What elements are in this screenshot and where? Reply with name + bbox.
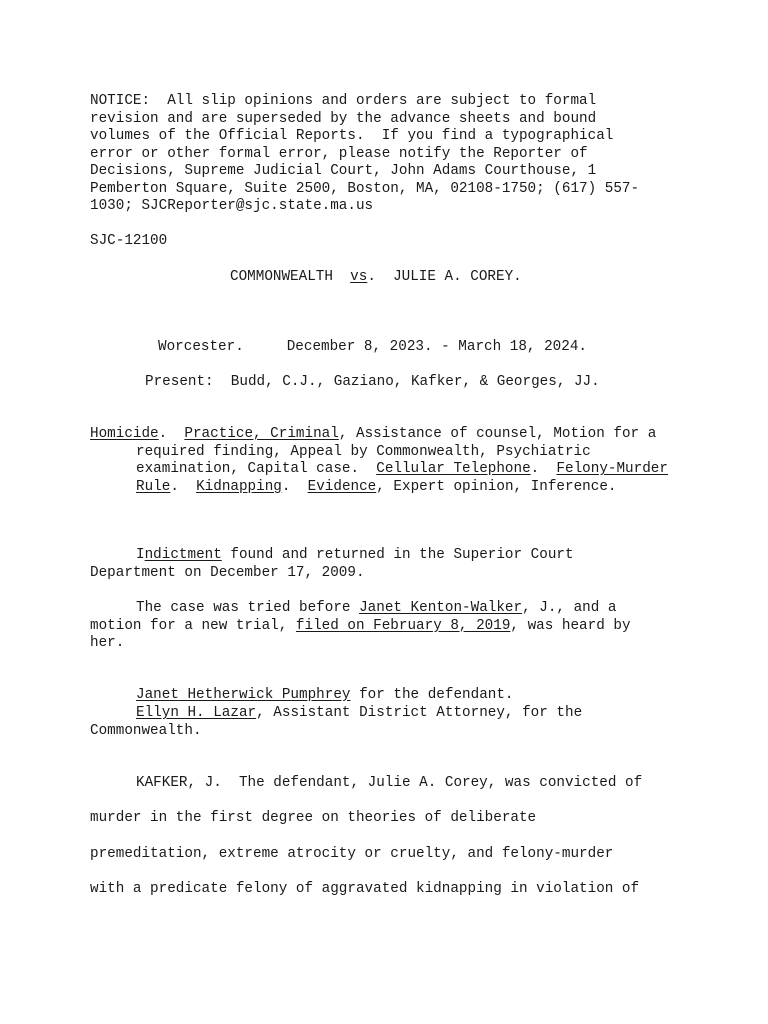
headnote-separator: . <box>170 478 197 495</box>
headnote-kidnapping: Kidnapping <box>196 478 282 495</box>
procedural-line-1 <box>136 547 574 565</box>
notice-line-4: error or other formal error, please notify the Reporter of <box>90 145 588 162</box>
procedural-line-5: her. <box>90 635 125 651</box>
counsel-commonwealth <box>136 705 582 723</box>
procedural-motion-rest: , was heard by <box>510 617 631 634</box>
notice-line-3: volumes of the Official Reports. If you find a typographical <box>90 128 614 144</box>
trial-judge-name: Janet Kenton-Walker <box>359 600 523 616</box>
headnote-practice-criminal: Practice, Criminal <box>184 426 339 442</box>
opinion-line-1: KAFKER, J. The defendant, Julie A. Corey, was convicted of <box>136 775 643 791</box>
notice-line-2: revision and are superseded by the advance sheets and bound <box>90 110 597 127</box>
defense-counsel-role: for the defendant. <box>350 687 514 703</box>
headnote-felony-murder: Felony-Murder <box>556 461 668 477</box>
notice-line-7: 1030; SJCReporter@sjc.state.ma.us <box>90 198 374 214</box>
prosecutor-role: , Assistant District Attorney, for the <box>256 705 583 721</box>
notice-line-1: NOTICE: All slip opinions and orders are subject to formal <box>90 93 597 109</box>
docket-number: SJC-12100 <box>90 233 168 249</box>
opinion-line-2: murder in the first degree on theories of deliberate <box>90 810 537 826</box>
headnote-line-1-rest: , Assistance of counsel, Motion for a <box>338 426 657 442</box>
headnote-line-1: Homicide. Practice, Criminal, Assistance of counsel, Motion for a <box>90 426 657 442</box>
procedural-tried-rest: , J., and a <box>522 600 617 616</box>
caption-vs: vs <box>350 269 368 285</box>
case-caption: COMMONWEALTH vs. JULIE A. COREY. <box>230 269 522 285</box>
venue-line <box>158 339 587 357</box>
headnote-cellular-telephone: Cellular Telephone <box>376 461 531 477</box>
notice-line-6: Pemberton Square, Suite 2500, Boston, MA, 02108-1750; (617) 557- <box>90 180 640 197</box>
counsel-commonwealth-line-2: Commonwealth. <box>90 722 202 739</box>
opinion-line-3: premeditation, extreme atrocity or cruelty, and felony-murder <box>90 845 614 862</box>
headnote-line-2: required finding, Appeal by Commonwealth, Psychiatric <box>136 443 591 460</box>
caption-party2: JULIE A. COREY. <box>393 269 522 285</box>
present-justices: Present: Budd, C.J., Gaziano, Kafker, & Georges, JJ. <box>145 374 600 390</box>
headnote-line-4-rest: , Expert opinion, Inference. <box>376 478 617 495</box>
venue-dates: December 8, 2023. - March 18, 2024. <box>286 339 587 355</box>
procedural-indictment: ndictment <box>144 547 222 563</box>
headnote-felony-murder-rule: Rule <box>136 478 171 495</box>
venue-county: Worcester. <box>158 339 244 355</box>
procedural-line-4 <box>90 618 631 636</box>
headnote-evidence: Evidence <box>307 478 377 495</box>
headnote-line-4 <box>136 479 617 497</box>
opinion-line-4: with a predicate felony of aggravated kidnapping in violation of <box>90 880 640 897</box>
headnote-line-3-text: examination, Capital case. <box>136 461 377 477</box>
headnote-separator: . <box>530 461 557 477</box>
caption-party1: COMMONWEALTH <box>230 269 333 285</box>
counsel-defendant <box>136 687 514 705</box>
notice-line-5: Decisions, Supreme Judicial Court, John Adams Courthouse, 1 <box>90 163 597 179</box>
procedural-initial: I <box>136 547 145 563</box>
procedural-tried-text: The case was tried before <box>136 600 360 616</box>
procedural-line-1-rest: found and returned in the Superior Court <box>221 547 574 563</box>
procedural-filed-date: filed on February 8, 2019 <box>295 617 511 634</box>
prosecutor-name: Ellyn H. Lazar <box>136 705 257 721</box>
headnote-line-3 <box>136 461 668 479</box>
headnote-homicide: Homicide <box>90 426 159 442</box>
headnote-separator: . <box>281 478 308 495</box>
procedural-motion-text: motion for a new trial, <box>90 617 296 634</box>
procedural-line-2: Department on December 17, 2009. <box>90 564 365 581</box>
defense-counsel-name: Janet Hetherwick Pumphrey <box>136 687 351 703</box>
procedural-line-3 <box>136 600 616 618</box>
